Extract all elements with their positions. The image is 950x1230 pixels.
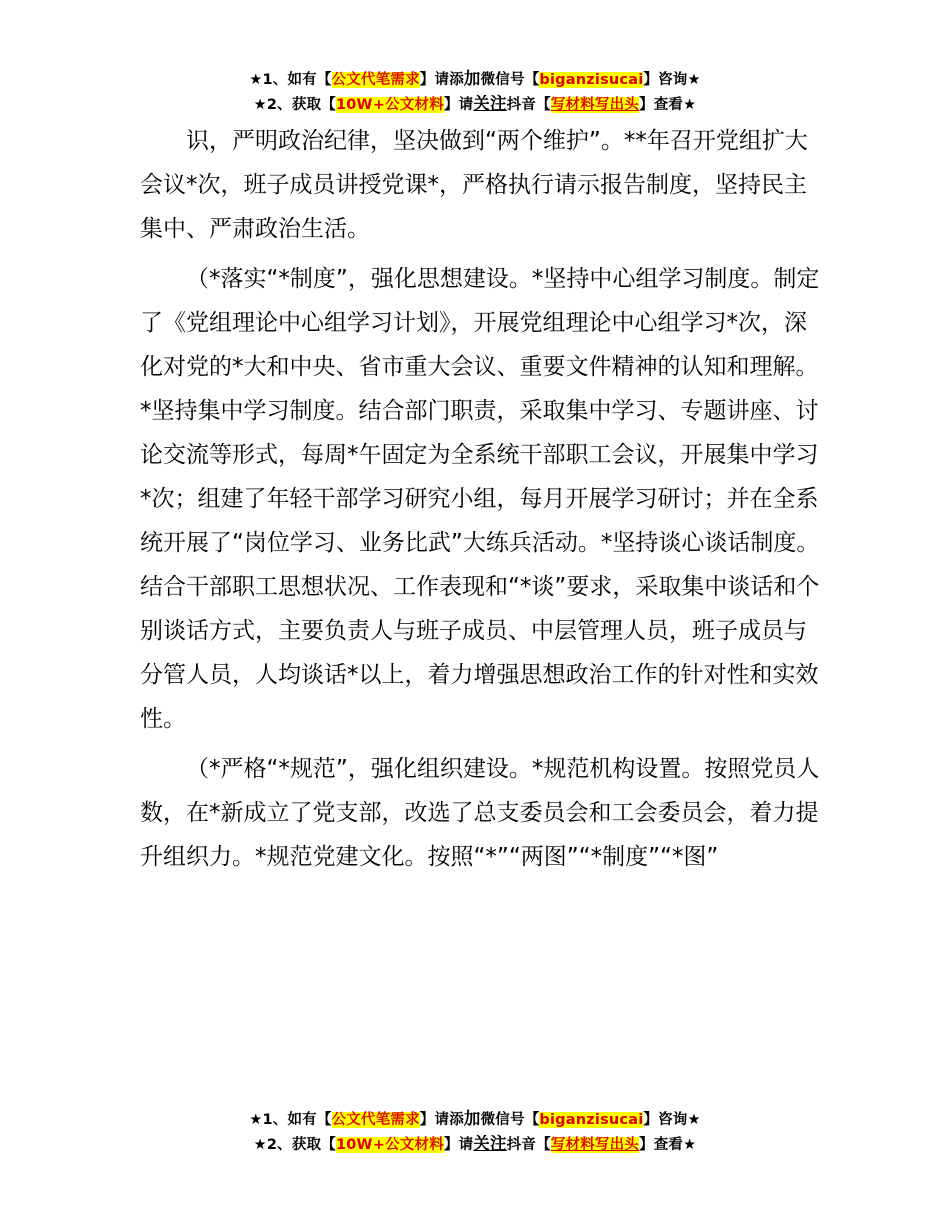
document-body bbox=[140, 119, 820, 885]
paragraph-2: （*落实“*制度”，强化思想建设。*坚持中心组学习制度。制定了《党组理论中心组学习计划》，开展党组理论中心组学习*次，深化对党的*大和中央、省市重大会议、重要文件精神的认知和理解。*坚持集中学习制度。结合部门职责，采取集中学习、专题讲座、讨论交流等形式，每周*午固定为全系统干部职工会议，开展集中学习*次；组建了年轻干部学习研究小组，每月开展学习研讨；并在全系统开展了“岗位学习、业务比武”大练兵活动。*坚持谈心谈话制度。结合干部职工思想状况、工作表现和“*谈”要求，采取集中谈话和个别谈话方式，主要负责人与班子成员、中层管理人员，班子成员与分管人员，人均谈话*以上，着力增强思想政治工作的针对性和实效性。 bbox=[140, 266, 820, 732]
banner-line-2: ★2、获取【10W+公文材料】请关注抖音【写材料写出头】查看★ bbox=[253, 94, 697, 113]
banner-line-1: ★1、如有【公文代笔需求】请添加微信号【biganzisucai】咨询★ bbox=[249, 69, 701, 88]
wechat-id-highlight: biganzisucai bbox=[539, 72, 644, 88]
douyin-highlight: 写材料写出头 bbox=[550, 97, 640, 113]
paragraph-3: （*严格“*规范”，强化组织建设。*规范机构设置。按照党员人数，在*新成立了党支部，改选了总支委员会和工会委员会，着力提升组织力。*规范党建文化。按照“*”“两图”“*制度”“*图” bbox=[140, 756, 820, 870]
footer-line-1: ★1、如有【公文代笔需求】请添加微信号【biganzisucai】咨询★ bbox=[249, 1109, 701, 1128]
paragraph-1: 识，严明政治纪律，坚决做到“两个维护”。**年召开党组扩大会议*次，班子成员讲授党课*，严格执行请示报告制度，坚持民主集中、严肃政治生活。 bbox=[140, 128, 808, 242]
header-banner bbox=[0, 67, 950, 117]
footer-line-2: ★2、获取【10W+公文材料】请关注抖音【写材料写出头】查看★ bbox=[253, 1134, 697, 1153]
footer-banner bbox=[0, 1107, 950, 1157]
materials-highlight: 10W+公文材料 bbox=[335, 97, 444, 113]
ghostwriting-highlight: 公文代笔需求 bbox=[331, 72, 420, 88]
